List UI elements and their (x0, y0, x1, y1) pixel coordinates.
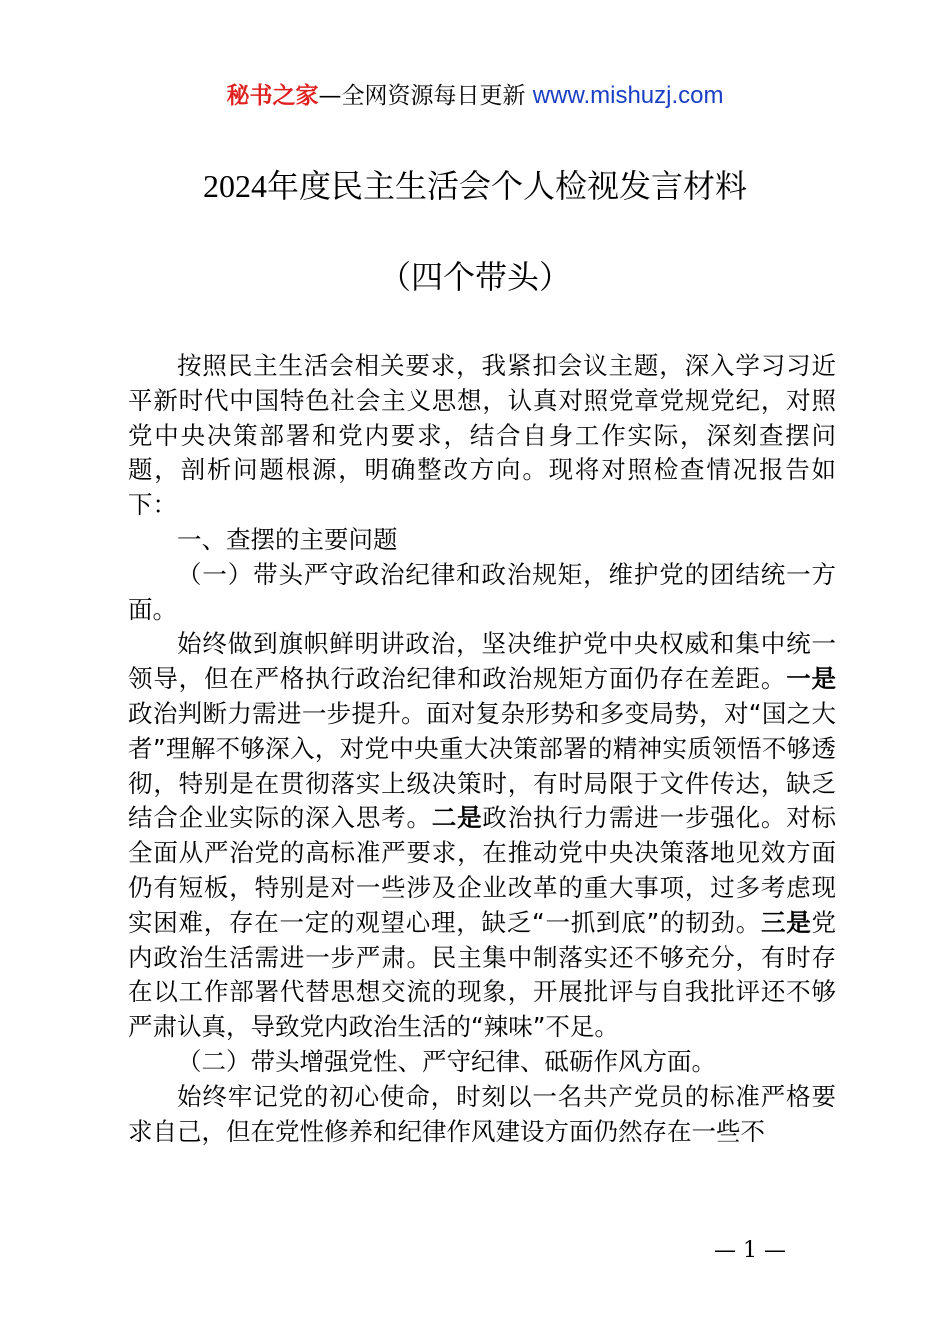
section-heading-1: 一、查摆的主要问题 (177, 524, 398, 554)
p1-text-b: 政治判断力需进一步提升。面对复杂形势和多变局势，对“国之大者”理解不够深入，对党中央重大决策部署的精神实质领悟不够透彻，特别是在贯彻落实上级决策时，有时局限于文件传达，缺乏结合企业实际的深入思考。 (128, 698, 836, 833)
p1-text-d: 党内政治生活需进一步严肃。民主集中制落实还不够充分，有时存在以工作部署代替思想交流的现象，开展批评与自我批评还不够严肃认真，导致党内政治生活的“辣味”不足。 (128, 907, 836, 1042)
document-title (0, 166, 950, 206)
document-body (128, 349, 836, 1149)
p1-text-c: 政治执行力需进一步强化。对标全面从严治党的高标准严要求，在推动党中央决策落地见效方面仍有短板，特别是对一些涉及企业改革的重大事项，过多考虑现实困难，存在一定的观望心理，缺乏“一抓到底”的韧劲。 (128, 803, 837, 937)
subsection-heading-2: （二）带头增强党性、严守纪律、砥砺作风方面。 (177, 1046, 716, 1076)
title-year: 2024 (202, 168, 267, 204)
brand-name: 秘书之家 (226, 83, 319, 109)
site-header-banner (0, 80, 950, 112)
page-number: — 1 — (714, 1238, 786, 1263)
document-subtitle: （四个带头） (378, 258, 571, 296)
intro-paragraph: 按照民主生活会相关要求，我紧扣会议主题，深入学习习近平新时代中国特色社会主义思想，认真对照党章党规党纪，对照党中央决策部署和党内要求，结合自身工作实际，深刻查摆问题，剖析问题根源，明确整改方向。现将对照检查情况报告如下： (128, 351, 836, 520)
body-paragraph-1 (128, 627, 836, 1045)
p1-label-two: 二是 (431, 803, 483, 833)
subsection-heading-1: （一）带头严守政治纪律和政治规矩，维护党的团结统一方面。 (128, 559, 836, 624)
p1-label-one: 一是 (786, 664, 837, 694)
brand-tagline: —全网资源每日更新 (318, 83, 533, 109)
body-paragraph-2: 始终牢记党的初心使命，时刻以一名共产党员的标准严格要求自己，但在党性修养和纪律作风建设方面仍然存在一些不 (128, 1081, 836, 1146)
p1-text-a: 始终做到旗帜鲜明讲政治，坚决维护党中央权威和集中统一领导，但在严格执行政治纪律和政治规矩方面仍存在差距。 (128, 629, 836, 694)
title-main: 年度民主生活会个人检视发言材料 (266, 167, 747, 205)
p1-label-three: 三是 (760, 907, 812, 937)
site-url-link[interactable]: www.mishuzj.com (532, 82, 724, 109)
